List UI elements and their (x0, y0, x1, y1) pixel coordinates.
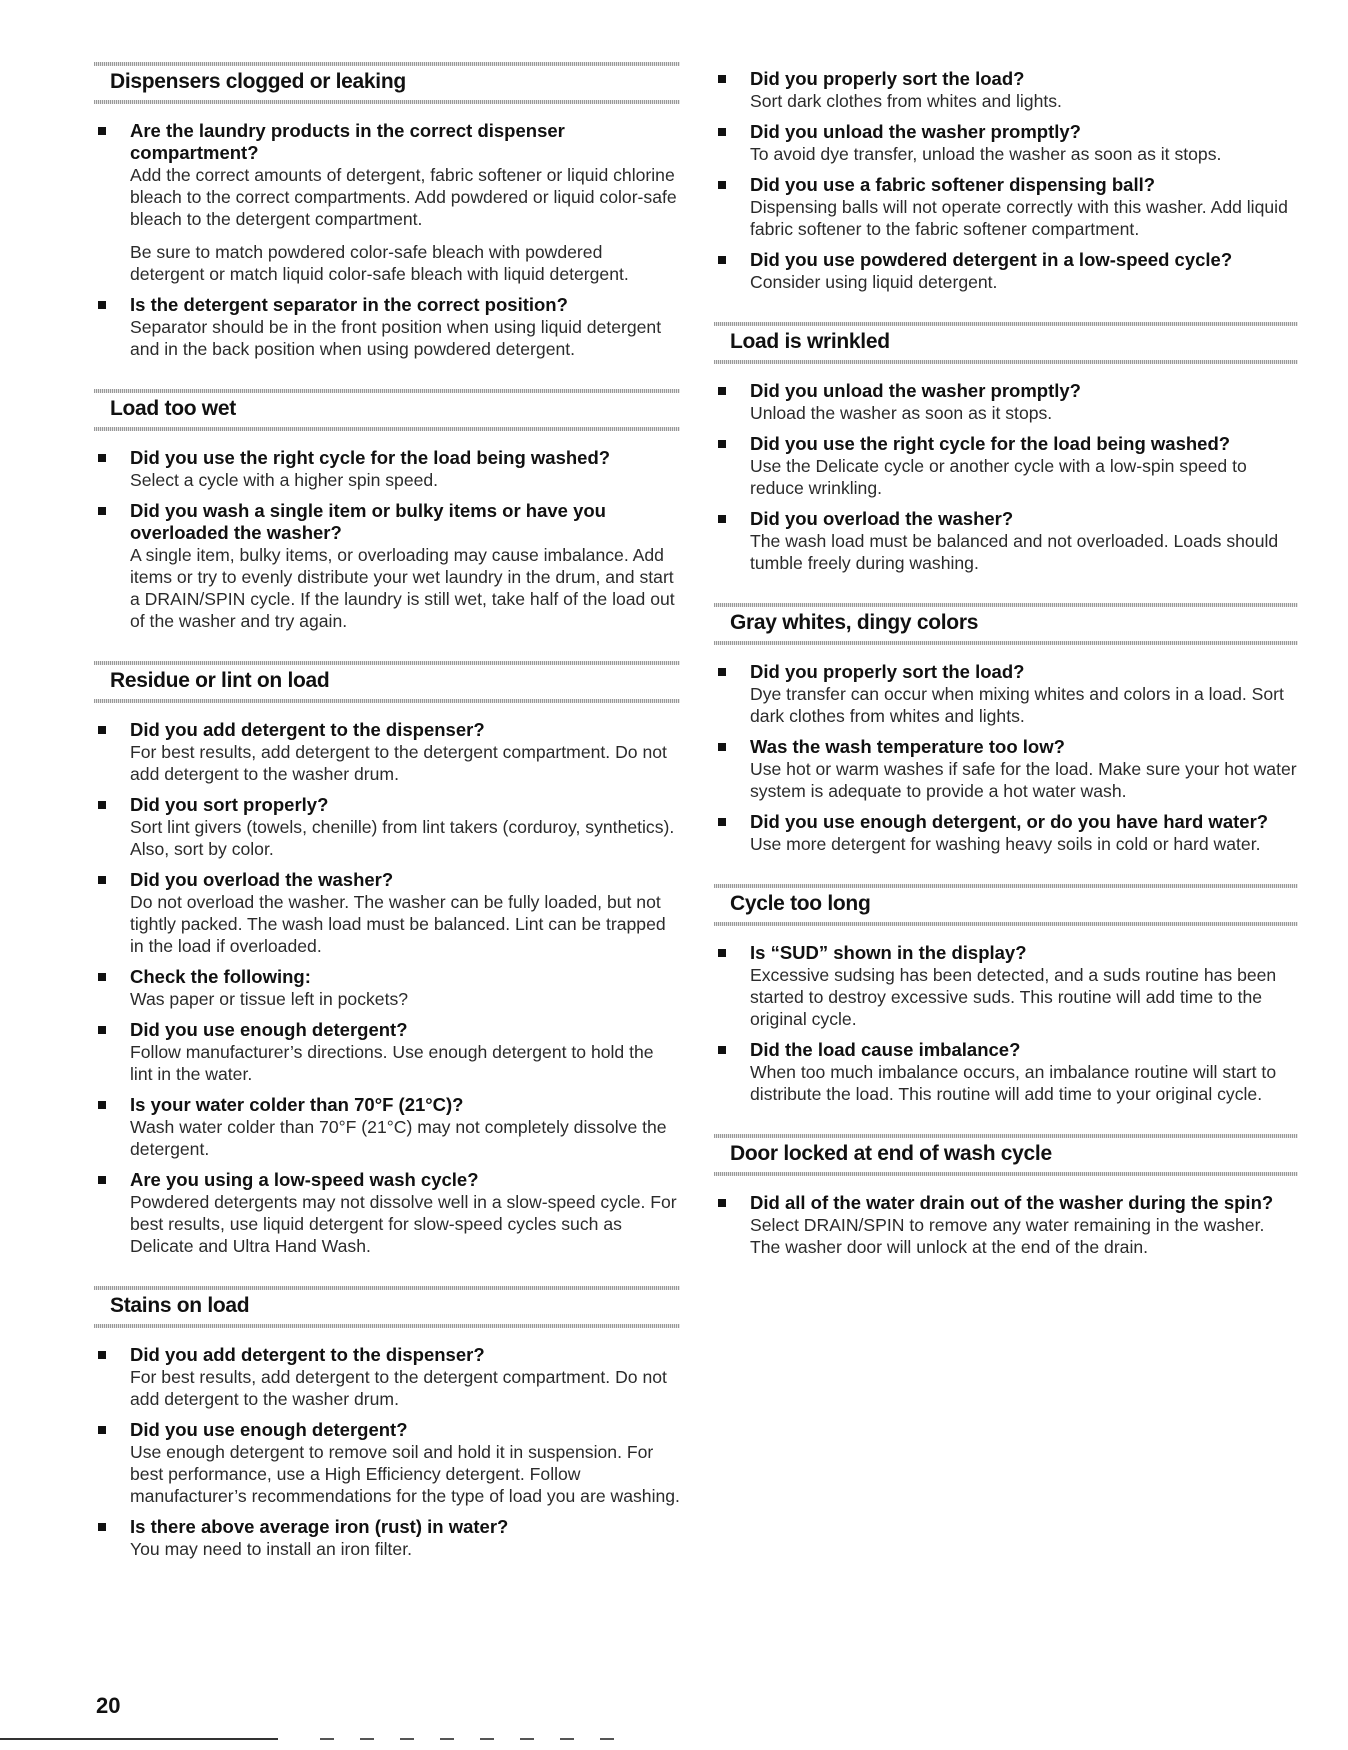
question-text: Did you overload the washer? (130, 869, 394, 890)
answer-text: When too much imbalance occurs, an imbalance routine will start to distribute the load. This routine will add time to your original cycle. (750, 1062, 1277, 1104)
answer-text: Sort lint givers (towels, chenille) from lint takers (corduroy, synthetics). Also, sort by color. (130, 817, 675, 859)
answer-text: Do not overload the washer. The washer can be fully loaded, but not tightly packed. The wash load must be balanced. Lint can be trapped in the load if overloaded. (130, 892, 666, 956)
square-bullet-icon (718, 668, 726, 676)
square-bullet-icon (718, 1046, 726, 1054)
troubleshooting-item (714, 121, 1298, 165)
square-bullet-icon (718, 440, 726, 448)
answer-text: Sort dark clothes from whites and lights. (750, 91, 1062, 111)
question-text: Did you overload the washer? (750, 508, 1014, 529)
troubleshooting-item (714, 661, 1298, 727)
answer-text: Select DRAIN/SPIN to remove any water remaining in the washer. The washer door will unlock at the end of the drain. (750, 1215, 1265, 1257)
square-bullet-icon (98, 454, 106, 462)
question-text: Did all of the water drain out of the washer during the spin? (750, 1192, 1274, 1213)
question-text: Is the detergent separator in the correct position? (130, 294, 568, 315)
troubleshooting-item (714, 433, 1298, 499)
question-text: Did you unload the washer promptly? (750, 121, 1081, 142)
troubleshooting-item (94, 294, 680, 360)
answer-text: Powdered detergents may not dissolve well in a slow-speed cycle. For best results, use liquid detergent for slow-speed cycles such as Delicate and Ultra Hand Wash. (130, 1192, 677, 1256)
question-text: Did you sort properly? (130, 794, 329, 815)
square-bullet-icon (98, 1523, 106, 1531)
question-text: Did you add detergent to the dispenser? (130, 1344, 485, 1365)
answer-text: Excessive sudsing has been detected, and a suds routine has been started to destroy excessive suds. This routine will add time to the original cycle. (750, 965, 1277, 1029)
troubleshooting-item (714, 811, 1298, 855)
question-text: Did you use powdered detergent in a low-speed cycle? (750, 249, 1233, 270)
answer-text: Use hot or warm washes if safe for the load. Make sure your hot water system is adequate to provide a hot water wash. (750, 759, 1297, 801)
section-heading-bar (94, 661, 680, 703)
square-bullet-icon (98, 127, 106, 135)
question-text: Did you properly sort the load? (750, 661, 1025, 682)
troubleshooting-item (94, 1169, 680, 1257)
left-column (94, 62, 680, 1569)
troubleshooting-item (94, 1094, 680, 1160)
section-door-locked-at-end-of-wash-cycle (714, 1114, 1298, 1258)
square-bullet-icon (98, 301, 106, 309)
square-bullet-icon (98, 876, 106, 884)
answer-text: Wash water colder than 70°F (21°C) may not completely dissolve the detergent. (130, 1117, 667, 1159)
answer-text: For best results, add detergent to the detergent compartment. Do not add detergent to the washer drum. (130, 1367, 667, 1409)
section-title: Door locked at end of wash cycle (730, 1142, 1052, 1165)
troubleshooting-item (714, 1192, 1298, 1258)
troubleshooting-item (714, 942, 1298, 1030)
section-load-is-wrinkled (714, 302, 1298, 574)
square-bullet-icon (718, 515, 726, 523)
answer-text: Use more detergent for washing heavy soils in cold or hard water. (750, 834, 1261, 854)
question-text: Check the following: (130, 966, 311, 987)
square-bullet-icon (718, 75, 726, 83)
square-bullet-icon (98, 1026, 106, 1034)
right-column (714, 68, 1298, 1267)
answer-text: Dispensing balls will not operate correctly with this washer. Add liquid fabric softener to the fabric softener compartment. (750, 197, 1288, 239)
answer-text: Use enough detergent to remove soil and hold it in suspension. For best performance, use a High Efficiency detergent. Follow manufacturer’s recommendations for the type of load you are washing. (130, 1442, 680, 1506)
troubleshooting-item (714, 68, 1298, 112)
square-bullet-icon (98, 507, 106, 515)
section-dispensers-clogged-or-leaking (94, 62, 680, 360)
square-bullet-icon (718, 743, 726, 751)
footer-dashes (320, 1738, 620, 1740)
answer-text: You may need to install an iron filter. (130, 1539, 412, 1559)
troubleshooting-item (94, 1516, 680, 1560)
troubleshooting-item (714, 249, 1298, 293)
answer-text: Was paper or tissue left in pockets? (130, 989, 409, 1009)
answer-text: For best results, add detergent to the detergent compartment. Do not add detergent to the washer drum. (130, 742, 667, 784)
troubleshooting-item (94, 794, 680, 860)
answer-text: A single item, bulky items, or overloading may cause imbalance. Add items or try to evenly distribute your wet laundry in the drum, and start a DRAIN/SPIN cycle. If the laundry is still wet, take half of the load out of the washer and try again. (130, 545, 675, 631)
answer-text: Select a cycle with a higher spin speed. (130, 470, 439, 490)
troubleshooting-item (94, 1419, 680, 1507)
answer-text: To avoid dye transfer, unload the washer as soon as it stops. (750, 144, 1222, 164)
troubleshooting-item (714, 508, 1298, 574)
square-bullet-icon (718, 128, 726, 136)
question-text: Did the load cause imbalance? (750, 1039, 1021, 1060)
footer-rule (0, 1738, 278, 1740)
section-heading-bar (714, 603, 1298, 645)
question-text: Did you unload the washer promptly? (750, 380, 1081, 401)
section-title: Residue or lint on load (110, 669, 330, 692)
question-text: Did you use a fabric softener dispensing ball? (750, 174, 1156, 195)
section-gray-whites-dingy-colors (714, 583, 1298, 855)
section-title: Cycle too long (730, 892, 871, 915)
section-heading-bar (94, 62, 680, 104)
question-text: Did you properly sort the load? (750, 68, 1025, 89)
square-bullet-icon (98, 1426, 106, 1434)
section-title: Dispensers clogged or leaking (110, 70, 406, 93)
section-title: Gray whites, dingy colors (730, 611, 979, 634)
square-bullet-icon (98, 973, 106, 981)
question-text: Did you wash a single item or bulky items or have you overloaded the washer? (130, 500, 606, 543)
troubleshooting-item (94, 1019, 680, 1085)
troubleshooting-item (714, 736, 1298, 802)
answer-text: Separator should be in the front position when using liquid detergent and in the back position when using powdered detergent. (130, 317, 662, 359)
square-bullet-icon (98, 726, 106, 734)
section-heading-bar (94, 1286, 680, 1328)
square-bullet-icon (718, 1199, 726, 1207)
square-bullet-icon (98, 1351, 106, 1359)
question-text: Was the wash temperature too low? (750, 736, 1065, 757)
troubleshooting-item (94, 500, 680, 632)
troubleshooting-item (714, 380, 1298, 424)
page-number: 20 (96, 1693, 121, 1718)
section-heading-bar (714, 884, 1298, 926)
section-heading-bar (714, 1134, 1298, 1176)
troubleshooting-item (94, 447, 680, 491)
section-heading-bar (714, 322, 1298, 364)
square-bullet-icon (98, 1176, 106, 1184)
square-bullet-icon (718, 949, 726, 957)
answer-text: Use the Delicate cycle or another cycle with a low-spin speed to reduce wrinkling. (750, 456, 1247, 498)
answer-text: Dye transfer can occur when mixing whites and colors in a load. Sort dark clothes from whites and lights. (750, 684, 1284, 726)
section-title: Load too wet (110, 397, 236, 420)
square-bullet-icon (98, 801, 106, 809)
troubleshooting-item (94, 966, 680, 1010)
question-text: Did you use enough detergent? (130, 1419, 408, 1440)
square-bullet-icon (718, 256, 726, 264)
answer-text: Add the correct amounts of detergent, fabric softener or liquid chlorine bleach to the correct compartments. Add powdered or liquid color-safe bleach to the detergent compartment. (130, 165, 677, 229)
troubleshooting-item (94, 120, 680, 285)
question-text: Are you using a low-speed wash cycle? (130, 1169, 479, 1190)
troubleshooting-item (94, 869, 680, 957)
question-text: Are the laundry products in the correct dispenser compartment? (130, 120, 565, 163)
section-heading-bar (94, 389, 680, 431)
section-title: Stains on load (110, 1294, 250, 1317)
square-bullet-icon (718, 387, 726, 395)
question-text: Is there above average iron (rust) in water? (130, 1516, 509, 1537)
answer-text: The wash load must be balanced and not overloaded. Loads should tumble freely during washing. (750, 531, 1279, 573)
section-title: Load is wrinkled (730, 330, 890, 353)
question-text: Is “SUD” shown in the display? (750, 942, 1027, 963)
section-cycle-too-long (714, 864, 1298, 1105)
answer-text: Unload the washer as soon as it stops. (750, 403, 1053, 423)
troubleshooting-item (714, 1039, 1298, 1105)
section-load-too-wet (94, 369, 680, 632)
square-bullet-icon (718, 181, 726, 189)
answer-text: Follow manufacturer’s directions. Use enough detergent to hold the lint in the water. (130, 1042, 654, 1084)
question-text: Is your water colder than 70°F (21°C)? (130, 1094, 464, 1115)
square-bullet-icon (718, 818, 726, 826)
question-text: Did you use the right cycle for the load being washed? (130, 447, 611, 468)
question-text: Did you use enough detergent, or do you have hard water? (750, 811, 1269, 832)
square-bullet-icon (98, 1101, 106, 1109)
section-residue-or-lint-on-load (94, 641, 680, 1257)
question-text: Did you use the right cycle for the load being washed? (750, 433, 1231, 454)
answer-text: Consider using liquid detergent. (750, 272, 998, 292)
troubleshooting-item (94, 1344, 680, 1410)
section-stains-on-load (94, 1266, 680, 1560)
question-text: Did you use enough detergent? (130, 1019, 408, 1040)
answer-text: Be sure to match powdered color-safe bleach with powdered detergent or match liquid color-safe bleach with liquid detergent. (130, 242, 629, 284)
troubleshooting-item (714, 174, 1298, 240)
question-text: Did you add detergent to the dispenser? (130, 719, 485, 740)
troubleshooting-item (94, 719, 680, 785)
